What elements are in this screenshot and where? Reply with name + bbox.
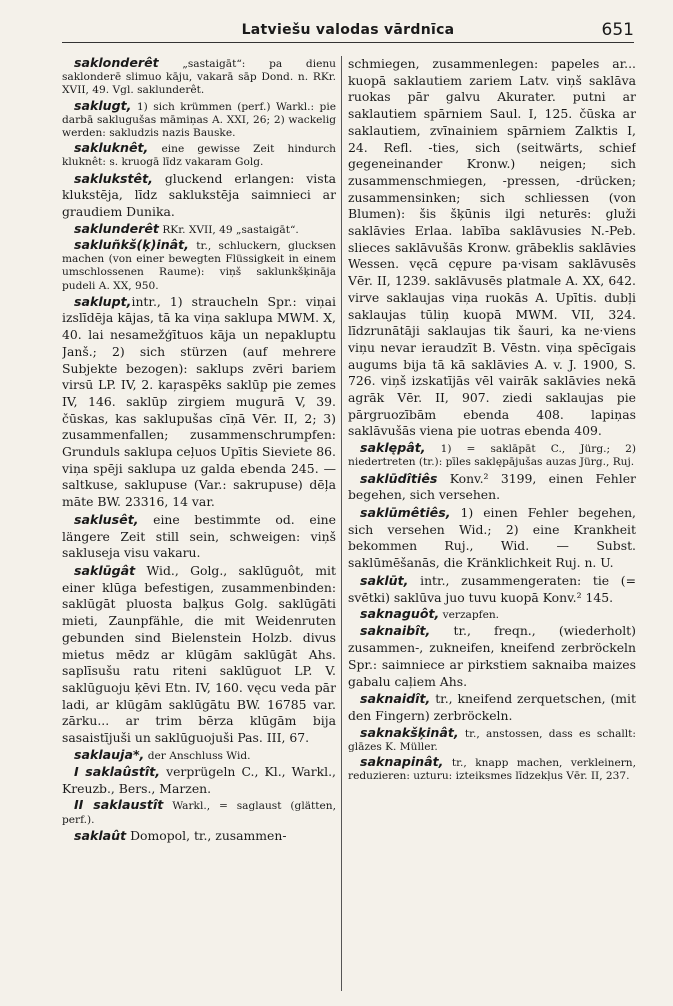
entry-text: 1) sich krümmen (perf.) Warkl.: pie darbā saklugušas māmiņas A. XXI, 26; 2) wackelig werden: sakludzis nazis Bauske. bbox=[62, 100, 336, 140]
entry-text: intr., 1) straucheln Spr.: viņai izslīdēja kājas, tā ka viņa saklupa MWM. X, 40. lai nesamežģītuos kāja un nepakluptu Janš.; 2) sich stürzen (auf mehrere Subjekte bezogen): saklups zvēri bariem virsū LP. IV, 2. kaŗaspēks saklūp pie zemes IV, 146. saklūp zirgiem mugurā V, 39. čūskas, kas saklupušas cīņā Vēr. II, 2; 3) zusammenfallen; zusammenschrumpfen: Grunduls saklupa ceļuos Upītis Sieviete 86. viņa spēji saklupa uz galda ebenda 245. — saltkuse, saklupuse (Var.: sakrupuse) dēļa māte BW. 23316, 14 var. bbox=[62, 293, 336, 510]
entry-headword: saknaibît, bbox=[360, 623, 431, 639]
entry-headword: saklupt, bbox=[74, 293, 132, 309]
entry-text: Domopol, tr., zusammen- bbox=[126, 827, 287, 843]
dictionary-entry bbox=[62, 764, 336, 797]
entry-text: tr., schluckern, glucksen machen (von einer bewegten Flüssigkeit in einem umschlossenen Raume): viņš saklunkšķināja pudeli A. XX, 950. bbox=[62, 239, 336, 292]
entry-headword: saknakšķinât, bbox=[360, 724, 459, 740]
dictionary-entry bbox=[62, 294, 336, 511]
entry-headword: saklonderêt bbox=[74, 56, 159, 70]
entry-text: schmiegen, zusammenlegen: papeles ar... kuopā saklautiem zariem Latv. viņš saklāva ruokas pār galvu Akurater. putni ar saklautiem spārniem Saul. I, 125. čūska ar saklautiem, zvīnainiem spārniem Zalktis I, 24. Refl. -ties, sich (seitwärts, schief gegeneinander Kronw.) neigen; sich zusammenschmiegen, -pressen, -drücken; zusammensinken; sich schliessen (von Blumen): šis šķūnis ilgi neturēs: gluži saklāvies Erlaa. labība saklāvusies N.-Peb. slieces saklāvušās Kronw. grābeklis saklāvies Wessen. vęcā cępure pa·visam saklāvusēs Vēr. II, 1239. saklāvusēs platmale A. XX, 642. virve saklaujas viņa ruokās A. Upītis. dubļi saklaujas tūliņ kuopā MWM. VII, 324. līdzrunātāji saklaujas tik šauri, ka ne·viens viņu nevar ieraudzīt B. Vēstn. viņa spēcīgais augums bija tā kā saklāvies A. v. J. 1900, S. 726. viņš izskatījās vēl vairāk saklāvies nekā agrāk Vēr. II, 907. ziedi saklaujas pie pārgruozībām ebenda 408. lapiņas saklāvušās viena pie uotras ebenda 409. bbox=[348, 56, 636, 439]
running-title: Latviešu valodas vārdnīca bbox=[241, 22, 455, 38]
entry-headword: saknaguôt, bbox=[360, 606, 440, 622]
entry-headword: saklūgât bbox=[74, 563, 136, 578]
entry-headword: saklauja*, bbox=[74, 746, 145, 762]
entry-headword: saklūdîtiês bbox=[360, 470, 438, 486]
dictionary-entry bbox=[348, 623, 636, 690]
entry-headword: saklukstêt, bbox=[74, 170, 153, 186]
entry-text: tr., knapp machen, verkleinern, reduzieren: uzturu: izteiksmes līdzekļus Vēr. II, 237. bbox=[348, 757, 636, 783]
dictionary-entry bbox=[62, 99, 336, 141]
entry-headword: saklusêt, bbox=[74, 511, 139, 527]
entry-headword: II saklaustît bbox=[74, 797, 164, 813]
dictionary-entry bbox=[62, 563, 336, 747]
dictionary-entry bbox=[62, 798, 336, 826]
entry-text: Warkl., = saglaust (glätten, perf.). bbox=[62, 800, 336, 826]
entry-text: eine gewisse Zeit hindurch kluknêt: s. kruogā līdz vakaram Golg. bbox=[62, 143, 336, 169]
entry-headword: saklūt, bbox=[360, 572, 409, 588]
page-number: 651 bbox=[601, 20, 634, 40]
dictionary-entry bbox=[62, 238, 336, 293]
dictionary-entry bbox=[348, 691, 636, 724]
entry-text: 1) einen Fehler begehen, sich versehen Wid.; 2) eine Krankheit bekommen Ruj., Wid. — Subst. saklūmēšanās, die Kränklichkeit Ruj. n. U. bbox=[348, 504, 636, 571]
entry-headword: saklaût bbox=[74, 827, 127, 843]
entry-headword: sakluknêt, bbox=[74, 140, 149, 156]
entry-text: verzapfen. bbox=[439, 609, 500, 622]
column-divider bbox=[341, 56, 342, 991]
right-column bbox=[348, 56, 636, 991]
dictionary-entry bbox=[348, 505, 636, 572]
entry-headword: saknaidît, bbox=[360, 691, 431, 707]
entry-text: intr., zusammengeraten: tie (= svētki) saklūva juo tuvu kuopā Konv.² 145. bbox=[348, 572, 636, 605]
entry-text: RKr. XVII, 49 „sastaigāt“. bbox=[158, 223, 299, 236]
entry-text: tr., kneifend zerquetschen, (mit den Fingern) zerbröckeln. bbox=[348, 691, 636, 723]
entry-text: „sastaigāt“: pa dienu saklonderē slimuo kāju, vakarā sāp Dond. n. RKr. XVII, 49. Vgl. saklunderêt. bbox=[62, 58, 336, 97]
dictionary-entry bbox=[62, 828, 336, 845]
dictionary-entry bbox=[62, 512, 336, 562]
entry-headword: sakluñkš(ķ)inât, bbox=[74, 236, 189, 252]
dictionary-entry bbox=[348, 441, 636, 469]
dictionary-entry bbox=[348, 607, 636, 622]
dictionary-entry bbox=[348, 471, 636, 504]
dictionary-entry bbox=[62, 748, 336, 763]
entry-text: tr., freqn., (wiederholt) zusammen-, zukneifen, kneifend zerbröckeln Spr.: saimniece ar pirkstiem saknaiba maizes gabalu caļiem Ahs. bbox=[348, 623, 636, 689]
entry-text: Wid., Golg., saklūguôt, mit einer klūga befestigen, zusammenbinden: saklūgāt pluosta baļķus Golg. saklūgāti mieti, Zaunpfähle, die mit Weidenruten gebunden sind Bielenstein Holzb. divus mietus mēdz ar klūgām saklūgāt Ahs. saplīsušu ratu riteni saklūguot LP. V. saklūguoju ķēvi Etn. IV, 160. vęcu veda pār ladi, ar klūgām saklūgātu BW. 16785 var. zārku... ar trim bērza klūgām bija sasaistījuši un saklūguojuši Pas. III, 67. bbox=[62, 563, 336, 746]
dictionary-entry bbox=[348, 56, 636, 440]
dictionary-entry bbox=[62, 222, 336, 237]
page-header bbox=[62, 12, 634, 43]
entry-text: verprügeln C., Kl., Warkl., Kreuzb., Bers., Marzen. bbox=[62, 763, 336, 796]
dictionary-entry bbox=[62, 141, 336, 169]
entry-headword: saklūmêtiês, bbox=[360, 504, 451, 520]
dictionary-entry bbox=[62, 171, 336, 221]
dictionary-entry bbox=[348, 573, 636, 606]
entry-text: eine bestimmte od. eine längere Zeit still sein, schweigen: viņš sakluseja visu vakaru. bbox=[62, 511, 336, 561]
dictionary-entry bbox=[348, 755, 636, 783]
dictionary-entry bbox=[348, 726, 636, 754]
entry-headword: saklugt, bbox=[74, 97, 132, 113]
entry-headword: saklunderêt bbox=[74, 220, 159, 236]
left-column bbox=[62, 56, 336, 991]
entry-text: der Anschluss Wid. bbox=[144, 749, 251, 762]
entry-text: Konv.² 3199, einen Fehler begehen, sich versehen. bbox=[348, 470, 636, 503]
entry-text: gluckend erlangen: vista klukstēja, līdz saklukstēja saimnieci ar graudiem Dunika. bbox=[62, 170, 336, 220]
entry-headword: I saklaûstît, bbox=[74, 763, 161, 779]
entry-text: tr., anstossen, dass es schallt: glāzes K. Müller. bbox=[348, 727, 636, 753]
entry-headword: saknapinât, bbox=[360, 754, 444, 770]
entry-text: 1) = saklāpāt C., Jürg.; 2) niedertreten (tr.): pīles saklępājušas auzas Jürg., Ruj. bbox=[348, 443, 636, 469]
entry-headword: saklępât, bbox=[360, 440, 426, 456]
dictionary-entry bbox=[62, 56, 336, 98]
